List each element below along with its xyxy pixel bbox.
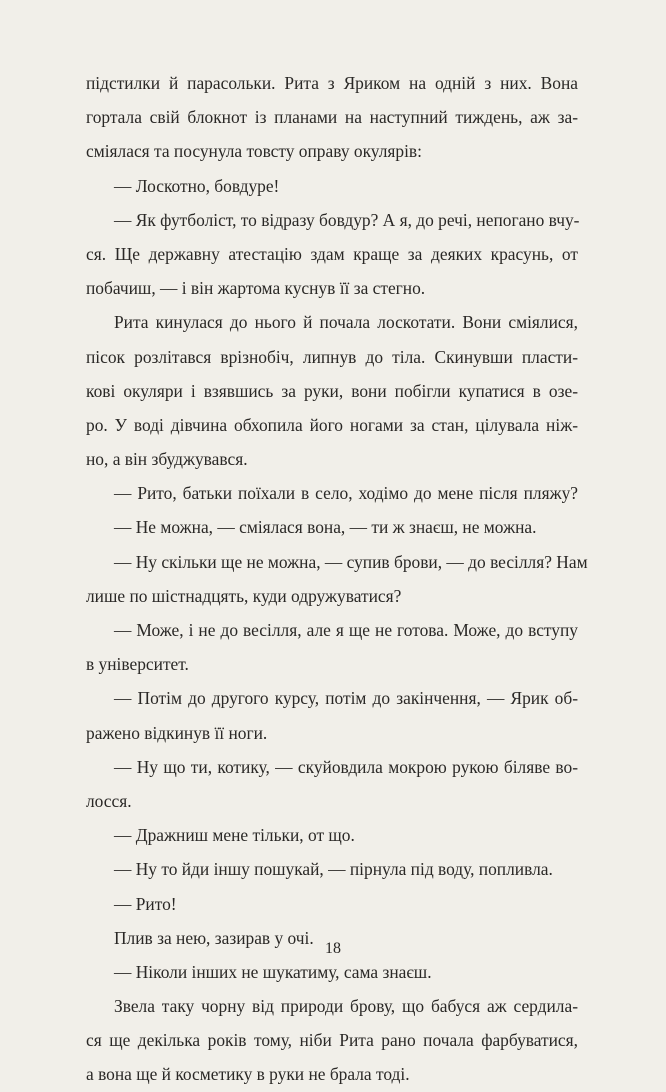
text-line: ся ще декілька років тому, ніби Рита рано почала фарбуватися, — [86, 1030, 578, 1051]
text-line: Звела таку чорну від природи брову, що бабуся аж сердила- — [114, 996, 578, 1017]
text-line: — Може, і не до весілля, але я ще не готова. Може, до вступу — [114, 620, 578, 640]
text-line: Рита кинулася до нього й почала лоскотати. Вони сміялися, — [114, 312, 578, 333]
text-line: лише по шістнадцять, куди одружуватися? — [86, 585, 402, 606]
text-line: — Лоскотно, бовдуре! — [114, 175, 280, 196]
text-line: — Потім до другого курсу, потім до закінчення, — Ярик об- — [114, 688, 578, 709]
text-line: лосся. — [86, 790, 132, 811]
text-line: — Ну що ти, котику, — скуйовдила мокрою рукою біляве во- — [114, 756, 578, 777]
text-line: ся. Ще державну атестацію здам краще за деяких красунь, от — [86, 243, 578, 264]
text-line: Плив за нею, зазирав у очі. — [114, 927, 314, 948]
text-line: но, а він збуджувався. — [86, 449, 248, 470]
text-line: підстилки й парасольки. Рита з Яриком на одній з них. Вона — [86, 73, 578, 93]
text-line: — Ну скільки ще не можна, — супив брови, — до весілля? Нам — [114, 551, 588, 572]
text-line: — Рито, батьки поїхали в село, ходімо до мене після пляжу? — [114, 483, 578, 504]
text-line: сміялася та посунула товсту оправу окулярів: — [86, 141, 422, 162]
text-line: — Не можна, — сміялася вона, — ти ж знаєш, не можна. — [114, 517, 537, 538]
text-line: кові окуляри і взявшись за руки, вони побігли купатися в озе- — [86, 380, 578, 401]
text-line: — Рито! — [114, 893, 177, 914]
body-text — [86, 66, 588, 1092]
text-line: — Ніколи інших не шукатиму, сама знаєш. — [114, 961, 432, 982]
text-line: а вона ще й косметику в руки не брала тоді. — [86, 1064, 410, 1085]
text-line: — Ну то йди іншу пошукай, — пірнула під воду, попливла. — [114, 859, 553, 880]
text-line: гортала свій блокнот із планами на наступний тиждень, аж за- — [86, 107, 578, 128]
text-line: ро. У воді дівчина обхопила його ногами за стан, цілувала ніж- — [86, 414, 578, 435]
text-line: — Дражниш мене тільки, от що. — [114, 825, 355, 846]
text-line: — Як футболіст, то відразу бовдур? А я, до речі, непогано вчу- — [114, 209, 580, 230]
text-line: побачиш, — і він жартома куснув її за стегно. — [86, 278, 426, 299]
page-number: 18 — [325, 940, 341, 957]
text-line: в університет. — [86, 654, 189, 675]
text-line: ражено відкинув її ноги. — [86, 722, 268, 743]
text-line: пісок розлітався врізнобіч, липнув до тіла. Скинувши пласти- — [86, 346, 578, 367]
